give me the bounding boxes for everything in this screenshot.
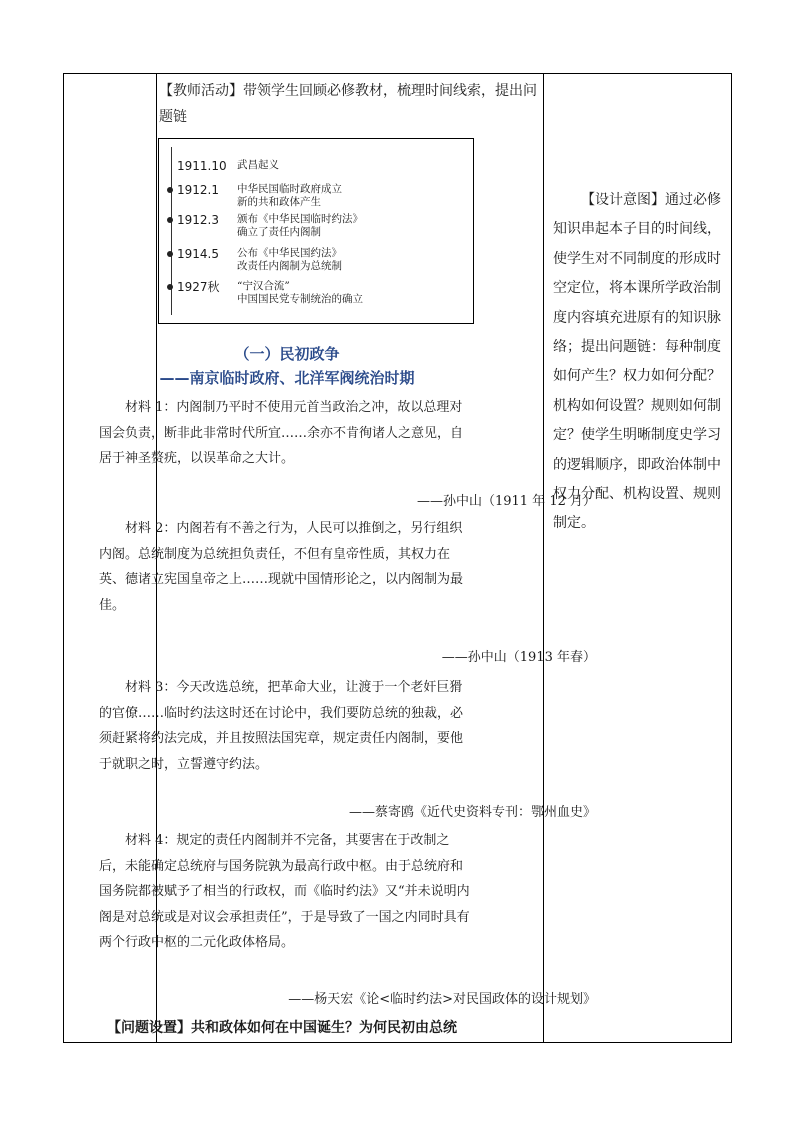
timeline-dot — [167, 187, 173, 193]
timeline-axis — [171, 147, 172, 315]
material-3-source: ——蔡寄鸥《近代史资料专刊：鄂州血史》 — [348, 805, 596, 820]
timeline-date: 1911.10 — [177, 159, 227, 173]
timeline-description-line: 中国国民党专制统治的确立 — [237, 293, 363, 305]
timeline-dot — [167, 217, 173, 223]
timeline-description-line: 武昌起义 — [237, 159, 279, 171]
timeline-description-line: 中华民国临时政府成立 — [237, 183, 342, 195]
timeline-description — [237, 247, 467, 273]
section-title: （一）民初政争 — [234, 345, 340, 363]
timeline-description-line: “宁汉合流” — [237, 280, 290, 292]
design-intent: 【设计意图】通过必修知识串起本子目的时间线，使学生对不同制度的形成时空定位，将本课所学政治制度内容填充进原有的知识脉络；提出问题链：每种制度如何产生？权力如何分配？机构如何设置？规则如何制定？使学生明晰制度史学习的逻辑顺序，即政治体制中权力分配、机构设置、规则制定。 — [553, 192, 721, 532]
timeline-description-line: 新的共和政体产生 — [237, 196, 321, 208]
material-4-text: 材料 4：规定的责任内阁制并不完备，其要害在于改制之后，未能确定总统府与国务院孰为最高行政中枢。由于总统府和国务院都被赋予了相当的行政权，而《临时约法》又“并未说明内阁是对总统或是对议会承担责任”，于是导致了一国之内同时具有两个行政中枢的二元化政体格局。 — [99, 833, 470, 951]
material-1-text: 材料 1：内阁制乃平时不使用元首当政治之冲，故以总理对国会负责，断非此非常时代所宜……余亦不肯徇诸人之意见，自居于神圣赘疣，以误革命之大计。 — [99, 400, 464, 467]
material-1-source: ——孙中山（1911 年 12 月） — [416, 494, 596, 509]
material-4-source: ——杨天宏《论<临时约法>对民国政体的设计规划》 — [288, 992, 596, 1007]
timeline-description-line: 公布《中华民国约法》 — [237, 247, 342, 259]
timeline-description — [237, 183, 467, 209]
timeline-date: 1927秋 — [177, 280, 220, 294]
material-2-text: 材料 2：内阁若有不善之行为，人民可以推倒之，另行组织内阁。总统制度为总统担负责任，不但有皇帝性质，其权力在英、德诸立宪国皇帝之上……现就中国情形论之，以内阁制为最佳。 — [99, 521, 464, 613]
timeline-figure — [158, 138, 474, 324]
timeline-description-line: 颁布《中华民国临时约法》 — [237, 213, 363, 225]
timeline-description — [237, 213, 467, 239]
timeline-description — [237, 159, 467, 172]
timeline-description-line: 确立了责任内阁制 — [237, 226, 321, 238]
material-3-text: 材料 3：今天改选总统，把革命大业，让渡于一个老奸巨猾的官僚……临时约法这时还在讨论中，我们要防总统的独裁，必须赶紧将约法完成，并且按照法国宪章，规定责任内阁制，要他于就职之时，立誓遵守约法。 — [99, 680, 464, 772]
column-divider-right — [543, 74, 544, 1042]
timeline-description-line: 改责任内阁制为总统制 — [237, 260, 342, 272]
timeline-date: 1912.1 — [177, 183, 219, 197]
question-setting: 【问题设置】共和政体如何在中国诞生？为何民初由总统 — [107, 1020, 457, 1036]
section-subtitle: ——南京临时政府、北洋军阀统治时期 — [159, 369, 415, 387]
timeline-date: 1914.5 — [177, 247, 219, 261]
timeline-description — [237, 280, 467, 306]
timeline-dot — [167, 251, 173, 257]
timeline-date: 1912.3 — [177, 213, 219, 227]
timeline-dot — [167, 284, 173, 290]
teacher-activity: 【教师活动】带领学生回顾必修教材，梳理时间线索，提出问题链 — [159, 83, 537, 125]
material-2-source: ——孙中山（1913 年春） — [441, 650, 596, 665]
